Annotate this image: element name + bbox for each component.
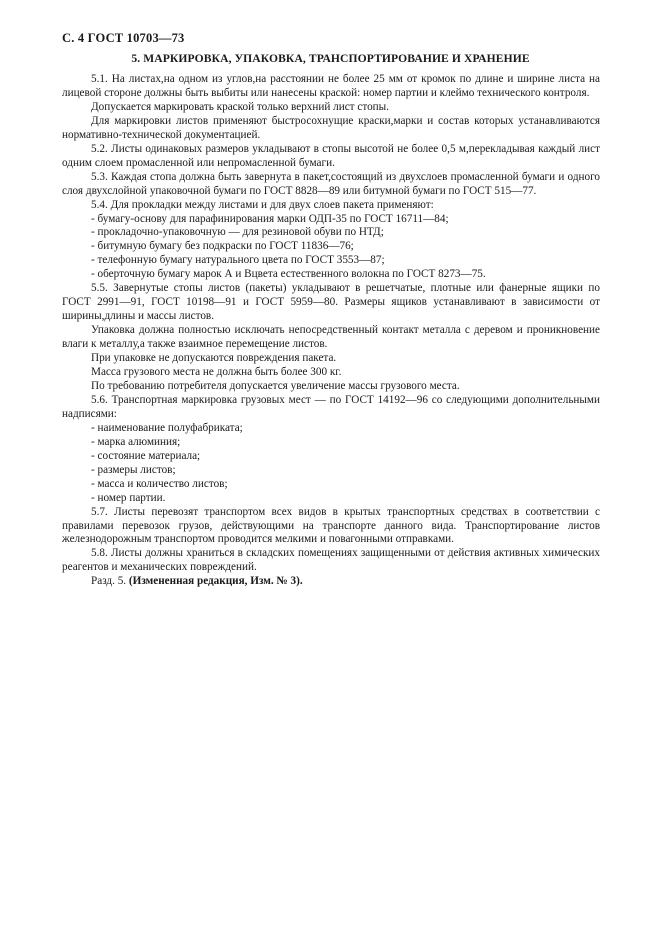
paragraph: Масса грузового места не должна быть более 300 кг. xyxy=(91,366,342,379)
paragraph-5-3: 5.3. Каждая стопа должна быть завернута в пакет,состоящий из двухслоев промасленной бумаги и одного слоя двухслойной упаковочной бумаги по ГОСТ 8828—89 или битумной бумаги по ГОСТ 515—77. xyxy=(62,170,600,197)
amendment-prefix: Разд. 5. xyxy=(91,575,129,588)
paragraph: Допускается маркировать краской только верхний лист стопы. xyxy=(91,100,389,113)
list-item: - оберточную бумагу марок А и Вцвета естественного волокна по ГОСТ 8273—75. xyxy=(91,268,486,281)
amendment-label: (Измененная редакция, Изм. № 3). xyxy=(128,575,303,588)
page-header: С. 4 ГОСТ 10703—73 xyxy=(62,31,185,45)
paragraph-5-1: 5.1. На листах,на одном из углов,на расстоянии не более 25 мм от кромок по длине и ширине листа на лицевой стороне должны быть выбиты или нанесены краской: номер партии и клеймо технического контроля. xyxy=(62,73,600,99)
section-title: 5. МАРКИРОВКА, УПАКОВКА, ТРАНСПОРТИРОВАНИЕ И ХРАНЕНИЕ xyxy=(131,52,530,65)
section-body xyxy=(62,73,600,589)
list-item: - телефонную бумагу натурального цвета по ГОСТ 3553—87; xyxy=(91,254,385,267)
paragraph: Упаковка должна полностью исключать непосредственный контакт металла с деревом и проникновение влаги к металлу,а также взаимное перемещение листов. xyxy=(62,324,600,351)
list-item: - марка алюминия; xyxy=(91,435,181,448)
paragraph-5-4: 5.4. Для прокладки между листами и для двух слоев пакета применяют: xyxy=(91,198,434,211)
paragraph-5-5: 5.5. Завернутые стопы листов (пакеты) укладывают в решетчатые, плотные или фанерные ящики по ГОСТ 2991—91, ГОСТ 10198—91 и ГОСТ 5959—80. Размеры ящиков устанавливают в зависимости от ширины,длины и массы листов. xyxy=(62,282,600,323)
list-item: - номер партии. xyxy=(91,491,166,504)
list-item: - состояние материала; xyxy=(91,449,201,462)
list-item: - битумную бумагу без подкраски по ГОСТ 11836—76; xyxy=(91,240,354,253)
paragraph: По требованию потребителя допускается увеличение массы грузового места. xyxy=(91,379,460,392)
list-item: - прокладочно-упаковочную — для резиновой обуви по НТД; xyxy=(91,226,384,239)
list-item: - бумагу-основу для парафинирования марки ОДП-35 по ГОСТ 16711—84; xyxy=(91,212,449,225)
list-item: - масса и количество листов; xyxy=(91,477,228,490)
amendment-note xyxy=(62,575,600,589)
paragraph-5-2: 5.2. Листы одинаковых размеров укладывают в стопы высотой не более 0,5 м,перекладывая каждый лист одним слоем промасленной или непромасленной бумаги. xyxy=(62,142,600,169)
list-item: - размеры листов; xyxy=(91,463,176,476)
paragraph: При упаковке не допускаются повреждения пакета. xyxy=(91,352,337,365)
paragraph-5-6: 5.6. Транспортная маркировка грузовых мест — по ГОСТ 14192—96 со следующими дополнительными надписями: xyxy=(62,393,600,420)
paragraph: Для маркировки листов применяют быстросохнущие краски,марки и состав которых устанавливаются нормативно-технической документацией. xyxy=(62,114,600,141)
paragraph-5-8: 5.8. Листы должны храниться в складских помещениях защищенными от действия активных химических реагентов и механических повреждений. xyxy=(62,547,600,574)
list-item: - наименование полуфабриката; xyxy=(91,421,243,434)
paragraph-5-7: 5.7. Листы перевозят транспортом всех видов в крытых транспортных средствах в соответствии с правилами перевозок грузов, действующими на транспорте данного вида. Транспортирование листов железнодорожным транспортом проводится мелкими и повагонными отправками. xyxy=(62,505,600,546)
